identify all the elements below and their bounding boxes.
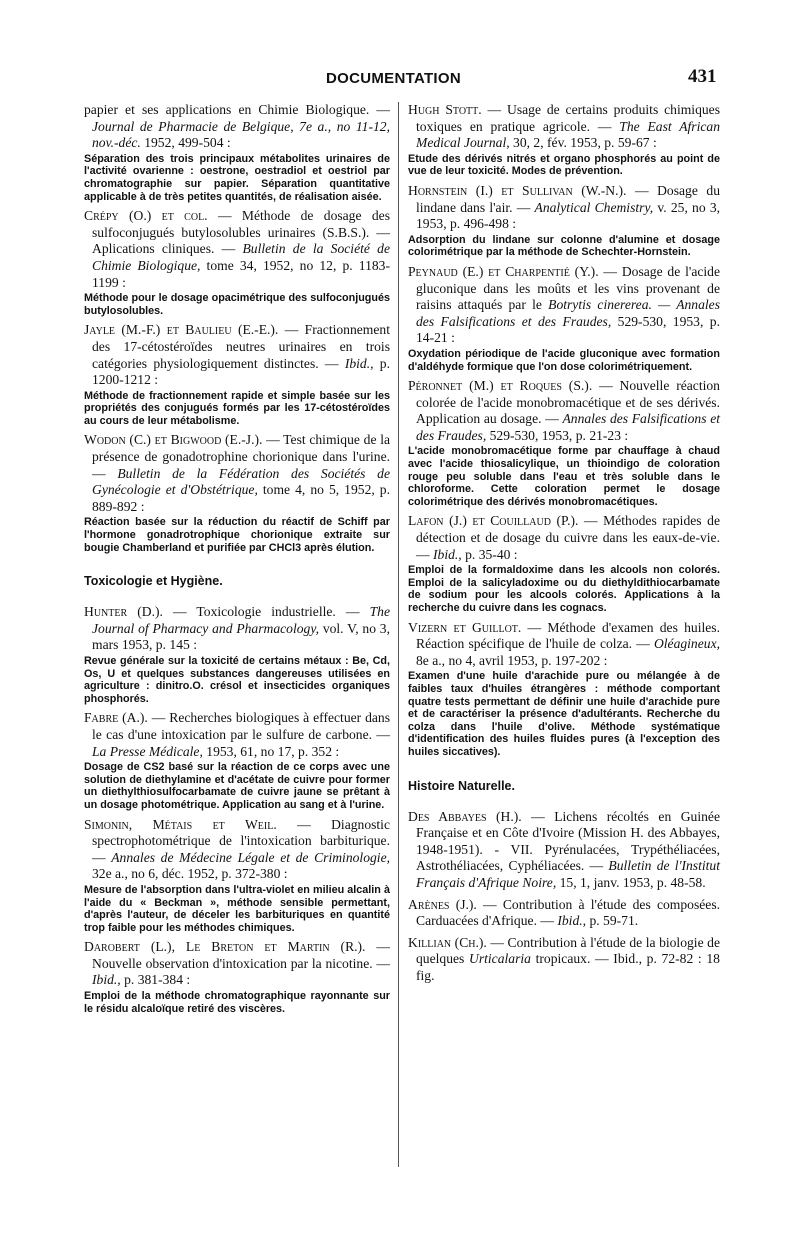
entry-authors: Hugh Stott. [408,102,482,117]
bibliography-entry: Hunter (D.). — Toxicologie industrielle. — The Journal of Pharmacy and Pharmacology, vol. V, no 3, mars 1953, p. 145 : Revue générale sur la toxicité de certains métaux : Be, Cd, Os, U et quelques substances dangereuses utilisées en agriculture : dinitro.O. crésol et insecticides organiques phosphorés. [84,604,390,705]
bibliography-entry: Hornstein (I.) et Sullivan (W.-N.). — Dosage du lindane dans l'air. — Analytical Chemistry, v. 25, no 3, 1953, p. 496-498 : Adsorption du lindane sur colonne d'alumine et dosage colorimétrique par la méthode de Schechter-Hornstein. [408,182,721,259]
bibliography-entry: Wodon (C.) et Bigwood (E.-J.). — Test chimique de la présence de gonadotrophine chorionique dans l'urine. — Bulletin de la Fédération des Sociétés de Gynécologie et d'Obstétrique, tome 4, no 5, 1952, p. 889-892 : Réaction basée sur la réduction du réactif de Schiff par l'hormone gonadrotrophique chorionique extraite sur bougie Chamberland et purifiée par CHCl3 après élution. [84,432,390,554]
entry-abstract: Dosage de CS2 basé sur la réaction de ce corps avec une solution de diethylamine et d'acétate de cuivre pour former un diethylthiosulfocarbamate de cuivre jaune se prêtant à un dosage photométrique. Application au sang et à l'urine. [84,761,390,811]
entry-authors: Des Abbayes (H.). [408,808,522,824]
entry-abstract: Réaction basée sur la réduction du réactif de Schiff par l'hormone gonadrotrophique chorionique extraite sur bougie Chamberland et purifiée par CHCl3 après élution. [84,516,390,554]
bibliography-entry: Péronnet (M.) et Roques (S.). — Nouvelle réaction colorée de l'acide monobromacétique et de ses dérivés. Application au dosage. — Annales des Falsifications et des Fraudes, 529-530, 1953, p. 21-23 : L'acide monobromacétique forme par chauffage à chaud avec l'acide thiosalicylique, un thioindigo de coloration rouge peu soluble dans l'eau et très soluble dans le chloroforme. Cette coloration permet le dosage colorimétrique des dérivés monobromacétiques. [408,378,720,508]
entry-authors: Crépy (O.) et col. [84,208,208,224]
entry-authors: Wodon (C.) et Bigwood (E.-J.). [84,432,263,448]
bibliography-entry: papier et ses applications en Chimie Biologique. — Journal de Pharmacie de Belgique, 7e a., no 11-12, nov.-déc. 1952, 499-504 : Séparation des trois principaux métabolites urinaires de l'activité ovarienne : oestrone, oestradiol et oestriol par chromatographie sur papier. Séparation quantitative applicable à de très petites quantités, de réalisation aisée. [84,102,390,203]
entry-authors: Hunter (D.). [84,604,163,620]
entry-authors: Lafon (J.) et Couillaud (P.). [408,513,579,529]
entry-authors: Hornstein (I.) et Sullivan (W.-N.). [408,182,627,198]
entry-authors: Péronnet (M.) et Roques (S.). [408,378,593,394]
entry-authors: Simonin, Métais et Weil. [84,816,277,832]
entry-authors: Jayle (M.-F.) et Baulieu (E.-E.). [84,322,279,338]
entry-abstract: Emploi de la méthode chromatographique rayonnante sur le résidu alcaloïque retiré des viscères. [84,990,390,1015]
column-divider [398,102,399,1167]
bibliography-entry: Darobert (L.), Le Breton et Martin (R.). — Nouvelle observation d'intoxication par la nicotine. — Ibid., p. 381-384 : Emploi de la méthode chromatographique rayonnante sur le résidu alcaloïque retiré des viscères. [84,939,390,1015]
bibliography-entry: Fabre (A.). — Recherches biologiques à effectuer dans le cas d'une intoxication par le sulfure de carbone. — La Presse Médicale, 1953, 61, no 17, p. 352 : Dosage de CS2 basé sur la réaction de ce corps avec une solution de diethylamine et d'acétate de cuivre pour former un diethylthiosulfocarbamate de cuivre jaune se prêtant à un dosage photométrique. Application au sang et à l'urine. [84,710,391,811]
bibliography-entry: Crépy (O.) et col. — Méthode de dosage des sulfoconjugués butylosolubles urinaires (S.B.S.). — Aplications cliniques. — Bulletin de la Société de Chimie Biologique, tome 34, 1952, no 12, p. 1183-1199 : Méthode pour le dosage opacimétrique des sulfoconjugués butylosolubles. [84,208,390,317]
bibliography-entry: Killian (Ch.). — Contribution à l'étude de la biologie de quelques Urticalaria tropicaux. — Ibid., p. 72-82 : 18 fig. [408,934,720,983]
running-head [0,66,800,92]
bibliography-entry: Vizern et Guillot. — Méthode d'examen des huiles. Réaction spécifique de l'huile de colza. — Oléagineux, 8e a., no 4, avril 1953, p. 197-202 : Examen d'une huile d'arachide pure ou mélangée à de faibles taux d'huiles étrangères : méthode comportant quatre tests permettant de définir une huile d'arachide pure et de caractériser la présence d'adultérants. Recherche du colza dans l'huile d'olive. Méthode systématique d'identification des huiles fluides pures (à l'exception des huiles siccatives). [408,619,720,758]
bibliography-entry: Simonin, Métais et Weil. — Diagnostic spectrophotométrique de l'intoxication barbiturique. — Annales de Médecine Légale et de Criminologie, 32e a., no 6, déc. 1952, p. 372-380 : Mesure de l'absorption dans l'ultra-violet en milieu alcalin à l'aide du « Beckman », méthode sensible permettant, d'après l'auteur, de déceler les barbituriques en quantité trop faible pour les méthodes chimiques. [84,816,390,934]
entry-abstract: Méthode pour le dosage opacimétrique des sulfoconjugués butylosolubles. [84,292,390,317]
section-heading: Toxicologie et Hygiène. [84,574,223,589]
entry-authors: Fabre (A.). [84,710,148,726]
entry-abstract: Etude des dérivés nitrés et organo phosphorés au point de vue de leur toxicité. Modes de prévention. [408,152,720,178]
page-number: 431 [688,66,717,87]
entry-abstract: Mesure de l'absorption dans l'ultra-violet en milieu alcalin à l'aide du « Beckman », méthode sensible permettant, d'après l'auteur, de déceler les barbituriques en quantité trop faible pour les méthodes chimiques. [84,883,390,934]
bibliography-entry: Des Abbayes (H.). — Lichens récoltés en Guinée Française et en Côte d'Ivoire (Mission H. des Abbayes, 1948-1951). - VII. Pyrénulacées, Trypéthéliacées, Astrothéliacées, Cyphéliacées. — Bulletin de l'Institut Français d'Afrique Noire, 15, 1, janv. 1953, p. 48-58. [408,808,720,890]
bibliography-entry: Jayle (M.-F.) et Baulieu (E.-E.). — Fractionnement des 17-cétostéroïdes neutres urinaires en trois catégories physiologiquement distinctes. — Ibid., p. 1200-1212 : Méthode de fractionnement rapide et simple basée sur les propriétés des conjugués formés par les 17-cétostéroïdes au cours de leur métabolisme. [84,322,390,427]
bibliography-entry: Peynaud (E.) et Charpentié (Y.). — Dosage de l'acide gluconique dans les moûts et les vins provenant de raisins attaqués par le Botrytis cinererea. — Annales des Falsifications et des Fraudes, 529-530, 1953, p. 14-21 : Oxydation périodique de l'acide gluconique avec formation d'aldéhyde formique que l'on dose colorimétriquement. [408,263,720,373]
bibliography-entry: Arènes (J.). — Contribution à l'étude des composées. Carduacées d'Afrique. — Ibid., p. 59-71. [408,896,721,929]
entry-abstract: Oxydation périodique de l'acide gluconique avec formation d'aldéhyde formique que l'on dose colorimétriquement. [408,347,720,373]
entry-authors: Darobert (L.), Le Breton et Martin (R.). [84,939,366,955]
entry-abstract: L'acide monobromacétique forme par chauffage à chaud avec l'acide thiosalicylique, un thioindigo de coloration rouge peu soluble dans l'eau et très soluble dans le chloroforme. Cette coloration permet le dosage colorimétrique des dérivés monobromacétiques. [408,445,720,508]
entry-abstract: Revue générale sur la toxicité de certains métaux : Be, Cd, Os, U et quelques substances dangereuses utilisées en agriculture : dinitro.O. crésol et insecticides organiques phosphorés. [84,655,390,705]
entry-abstract: Emploi de la formaldoxime dans les alcools non colorés. Emploi de la salicyladoxime ou du diethyldithiocarbamate de sodium pour les alcools colorés. Applications à la recherche du cuivre dans les cognacs. [408,564,720,614]
left-column [84,102,390,1020]
entry-abstract: Méthode de fractionnement rapide et simple basée sur les propriétés des conjugués formés par les 17-cétostéroïdes au cours de leur métabolisme. [84,389,390,427]
entry-abstract: Examen d'une huile d'arachide pure ou mélangée à de faibles taux d'huiles étrangères : méthode comportant quatre tests permettant de définir une huile d'arachide pure et de caractériser la présence d'adultérants. Recherche du colza dans l'huile d'olive. Méthode systématique d'identification des huiles fluides pures (à l'exception des huiles siccatives). [408,670,720,758]
entry-abstract: Séparation des trois principaux métabolites urinaires de l'activité ovarienne : oestrone, oestradiol et oestriol par chromatographie sur papier. Séparation quantitative applicable à de très petites quantités, de réalisation aisée. [84,152,390,203]
section-heading: Histoire Naturelle. [408,778,515,793]
entry-abstract: Adsorption du lindane sur colonne d'alumine et dosage colorimétrique par la méthode de Schechter-Hornstein. [408,233,720,259]
entry-authors: Vizern et Guillot. [408,619,522,635]
bibliography-entry: Lafon (J.) et Couillaud (P.). — Méthodes rapides de détection et de dosage du cuivre dans les eaux-de-vie. — Ibid., p. 35-40 : Emploi de la formaldoxime dans les alcools non colorés. Emploi de la salicyladoxime ou du diethyldithiocarbamate de sodium pour les alcools colorés. Applications à la recherche du cuivre dans les cognacs. [408,513,720,614]
entry-authors: Peynaud (E.) et Charpentié (Y.). [408,263,599,279]
entry-authors: Arènes (J.). [408,896,477,912]
right-column [408,102,720,989]
entry-authors: Killian (Ch.). [408,934,487,950]
page-title: DOCUMENTATION [326,70,461,87]
bibliography-entry: Hugh Stott. — Usage de certains produits chimiques toxiques en pratique agricole. — The East African Medical Journal, 30, 2, fév. 1953, p. 59-67 : Etude des dérivés nitrés et organo phosphorés au point de vue de leur toxicité. Modes de prévention. [408,102,720,178]
